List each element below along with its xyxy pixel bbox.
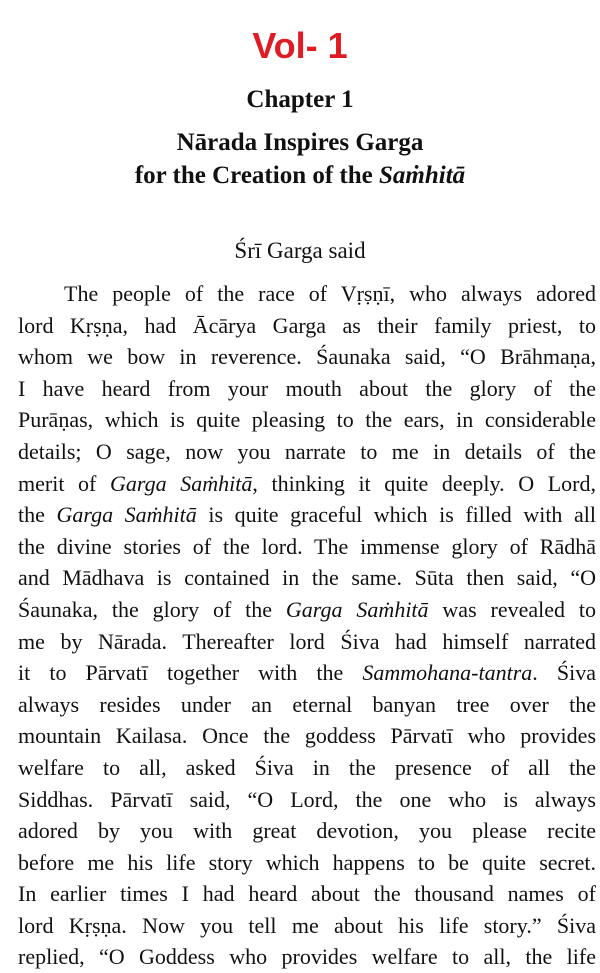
text-segment: Purāṇas, which is quite pleasing to the ears, in considerable (18, 407, 596, 433)
italic-text: Garga Saṁhitā (110, 470, 253, 496)
chapter-title-line-2-italic: Saṁhitā (379, 162, 466, 189)
text-segment: details; O sage, now you narrate to me in details of the (18, 438, 596, 464)
body-line (18, 720, 596, 752)
body-line (18, 657, 596, 689)
text-segment: mountain Kailasa. Once the goddess Pārvatī who provides (18, 723, 596, 749)
body-line (18, 752, 596, 784)
text-segment: lord Kṛṣṇa. Now you tell me about his life story.” Śiva (18, 912, 596, 938)
body-line (18, 847, 596, 879)
body-line (18, 499, 596, 531)
chapter-title-line-2-prefix: for the Creation of the (134, 162, 379, 189)
body-line (18, 626, 596, 658)
body-line (18, 941, 596, 973)
text-segment: and Mādhava is contained in the same. Sūta then said, “O (18, 565, 596, 591)
text-segment: whom we bow in reverence. Śaunaka said, “O Brāhmaṇa, (18, 344, 596, 370)
text-segment: The people of the race of Vṛṣṇī, who always adored (64, 281, 596, 306)
italic-text: Garga Saṁhitā (56, 502, 197, 528)
chapter-heading: Chapter 1 (246, 86, 354, 113)
body-line (18, 468, 596, 500)
text-segment: the divine stories of the lord. The immense glory of Rādhā (18, 533, 596, 559)
body-line (18, 878, 596, 910)
italic-text: Sammohana-tantra (362, 660, 533, 686)
body-line (18, 689, 596, 721)
text-segment: Siddhas. Pārvatī said, “O Lord, the one who is always (18, 786, 596, 812)
body-line (18, 784, 596, 816)
body-line (18, 910, 596, 942)
text-segment: the (18, 502, 57, 528)
text-segment: it to Pārvatī together with the (18, 660, 363, 686)
text-segment: lord Kṛṣṇa, had Ācārya Garga as their family priest, to (18, 312, 596, 338)
body-line (18, 373, 596, 405)
body-line (18, 404, 596, 436)
text-segment: . Śiva (532, 660, 596, 686)
chapter-title-line-1: Nārada Inspires Garga (176, 129, 424, 156)
body-line (18, 341, 596, 373)
body-line (18, 278, 596, 310)
text-segment: before me his life story which happens to be quite secret. (18, 849, 596, 875)
body-line (18, 310, 596, 342)
text-segment: was revealed to (428, 596, 596, 622)
italic-text: Garga Saṁhitā (285, 596, 429, 622)
body-line (18, 531, 596, 563)
chapter-title-line-2 (0, 159, 600, 192)
volume-heading: Vol- 1 (252, 25, 348, 66)
body-line (18, 562, 596, 594)
body-line (18, 594, 596, 626)
speaker-heading: Śrī Garga said (234, 238, 366, 263)
text-segment: adored by you with great devotion, you please recite (18, 818, 596, 844)
text-segment: Śaunaka, the glory of the (18, 596, 286, 622)
chapter-title (0, 126, 600, 192)
text-segment: I have heard from your mouth about the glory of the (18, 375, 596, 401)
text-segment: In earlier times I had heard about the thousand names of (18, 881, 596, 907)
text-segment: always resides under an eternal banyan tree over the (18, 691, 596, 717)
body-paragraph (18, 278, 596, 973)
text-segment: me by Nārada. Thereafter lord Śiva had himself narrated (18, 628, 596, 654)
text-segment: is quite graceful which is filled with all (196, 502, 596, 528)
body-line (18, 436, 596, 468)
text-segment: replied, “O Goddess who provides welfare to all, the life (18, 944, 596, 970)
text-segment: , thinking it quite deeply. O Lord, (252, 470, 596, 496)
text-segment: welfare to all, asked Śiva in the presence of all the (18, 754, 596, 780)
body-line (18, 815, 596, 847)
text-segment: merit of (18, 470, 110, 496)
